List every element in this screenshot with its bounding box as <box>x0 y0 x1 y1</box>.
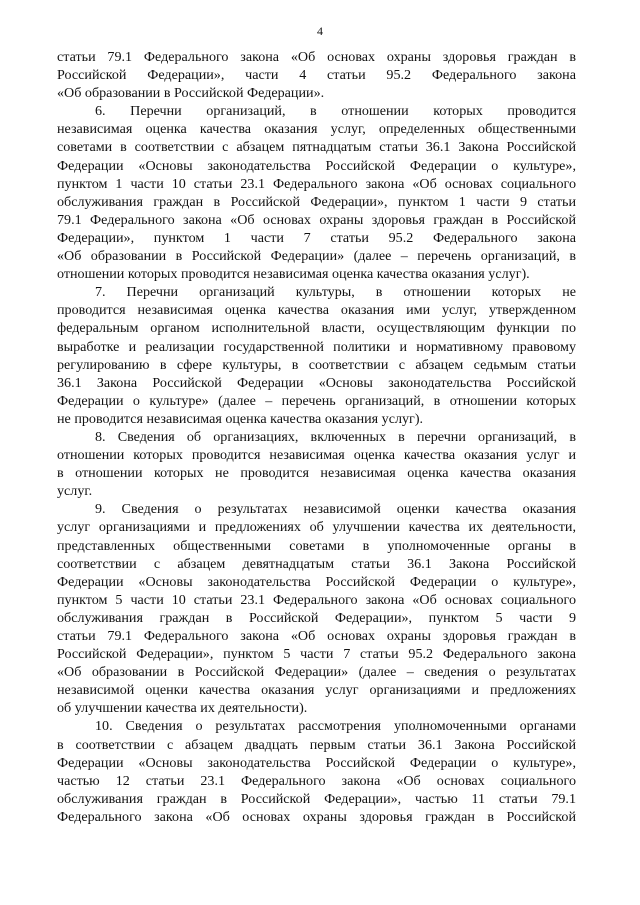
text-line: пунктом 1 части 10 статьи 23.1 Федерального закона «Об основах социального <box>57 175 576 192</box>
text-line: услуг организациями и предложениях об улучшении качества их деятельности, <box>57 519 576 536</box>
text-line: 79.1 Федерального закона «Об основах охраны здоровья граждан в Российской <box>57 211 576 228</box>
text-line: соответствии с абзацем девятнадцатым статьи 36.1 Закона Российской <box>57 555 576 572</box>
text-line: Российской Федерации», части 4 статьи 95.2 Федерального закона <box>57 67 576 84</box>
document-body <box>57 48 576 826</box>
text-line: Федерации «Основы законодательства Российской Федерации о культуре», <box>57 754 576 771</box>
text-line: «Об образовании в Российской Федерации» (далее – сведения о результатах <box>57 664 576 681</box>
text-line: представленных общественными советами в уполномоченные органы в <box>57 537 576 554</box>
text-line: обслуживания граждан в Российской Федерации», частью 11 статьи 79.1 <box>57 790 576 807</box>
text-line: 10. Сведения о результатах рассмотрения уполномоченными органами <box>95 718 576 735</box>
text-line: Федерального закона «Об основах охраны здоровья граждан в Российской <box>57 808 576 825</box>
text-line: частью 12 статьи 23.1 Федерального закона «Об основах социального <box>57 772 576 789</box>
text-line: в соответствии с абзацем двадцать первым статьи 36.1 Закона Российской <box>57 736 576 753</box>
text-line: Федерации «Основы законодательства Российской Федерации о культуре», <box>57 157 576 174</box>
text-line: «Об образовании в Российской Федерации» (далее – перечень организаций, в <box>57 248 576 265</box>
text-line: независимая оценка качества оказания услуг, определенных общественными <box>57 121 576 138</box>
text-line: «Об образовании в Российской Федерации». <box>57 85 325 102</box>
text-line: статьи 79.1 Федерального закона «Об основах охраны здоровья граждан в <box>57 49 576 65</box>
text-line: отношении которых проводится независимая оценка качества оказания услуг и <box>57 447 576 464</box>
text-line: обслуживания граждан в Российской Федерации», пунктом 1 части 9 статьи <box>57 193 576 210</box>
page-number: 4 <box>317 24 323 38</box>
text-line: отношении которых проводится независимая оценка качества оказания услуг). <box>57 266 530 283</box>
text-line: Федерации», пунктом 1 части 7 статьи 95.2 Федерального закона <box>57 229 576 246</box>
text-line: 8. Сведения об организациях, включенных в перечни организаций, в <box>95 428 576 445</box>
text-line: федеральным органом исполнительной власти, осуществляющим функции по <box>57 320 576 337</box>
text-line: обслуживания граждан в Российской Федерации», пунктом 5 части 9 <box>57 609 576 626</box>
text-line: Российской Федерации», пунктом 5 части 7 статьи 95.2 Федерального закона <box>57 646 576 663</box>
text-line: 6. Перечни организаций, в отношении которых проводится <box>95 103 576 120</box>
text-line: Федерации о культуре» (далее – перечень организаций, в отношении которых <box>57 392 576 409</box>
text-line: статьи 79.1 Федерального закона «Об основах охраны здоровья граждан в <box>57 628 576 644</box>
text-line: 36.1 Закона Российской Федерации «Основы законодательства Российской <box>57 374 576 391</box>
text-line: пунктом 5 части 10 статьи 23.1 Федерального закона «Об основах социального <box>57 591 576 608</box>
text-line: проводится независимая оценка качества оказания ими услуг, утвержденном <box>57 302 576 319</box>
text-line: регулированию в сфере культуры, в соответствии с абзацем седьмым статьи <box>57 356 576 373</box>
text-line: советами в соответствии с абзацем пятнадцатым статьи 36.1 Закона Российской <box>57 139 576 156</box>
text-line: не проводится независимая оценка качества оказания услуг). <box>57 410 424 427</box>
text-line: об улучшении качества их деятельности). <box>57 700 308 717</box>
text-line: 9. Сведения о результатах независимой оценки качества оказания <box>95 501 576 518</box>
text-line: Федерации «Основы законодательства Российской Федерации о культуре», <box>57 573 576 590</box>
text-line: в отношении которых не проводится независимая оценка качества оказания <box>57 465 576 482</box>
text-line: 7. Перечни организаций культуры, в отношении которых не <box>95 284 576 301</box>
text-line: выработке и реализации государственной политики и нормативному правовому <box>57 338 576 355</box>
text-line: независимой оценки качества оказания услуг организациями и предложениях <box>57 682 576 699</box>
text-line: услуг. <box>57 483 93 500</box>
